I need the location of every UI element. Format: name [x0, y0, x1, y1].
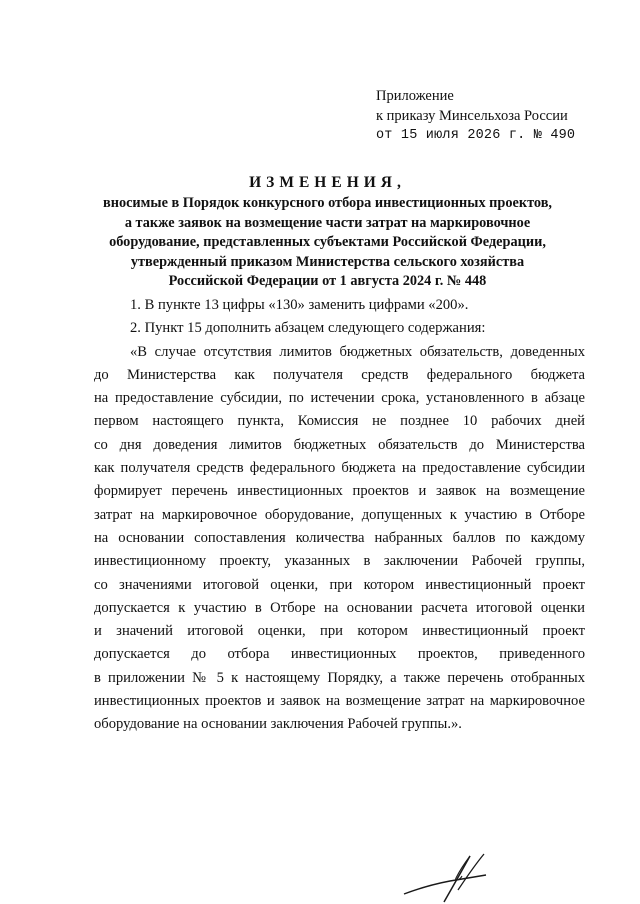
- quote-line: допускается к участию в Отборе на основании расчета итоговой оценки: [94, 599, 585, 616]
- title-line: а также заявок на возмещение части затрат на маркировочное: [124, 214, 531, 231]
- quote-line: в приложении № 5 к настоящему Порядку, а также перечень отобранных: [94, 669, 585, 686]
- quote-line: формирует перечень инвестиционных проектов и заявок на возмещение: [94, 483, 585, 500]
- quote-line: на основании сопоставления количества набранных баллов по каждому: [94, 529, 585, 546]
- quote-line: инвестиционных проектов и заявок на возмещение затрат на маркировочное: [94, 693, 585, 710]
- quote-line: со значениями итоговой оценки, при котором инвестиционный проект: [94, 576, 585, 593]
- document-title: [60, 172, 595, 292]
- title-line: утвержденный приказом Министерства сельского хозяйства: [130, 253, 525, 270]
- item-1: 1. В пункте 13 цифры «130» заменить цифрами «200».: [130, 297, 469, 313]
- title-line: оборудование, представленных субъектами Российской Федерации,: [109, 234, 546, 250]
- document-body: [94, 294, 585, 737]
- title-line: Российской Федерации от 1 августа 2024 г. № 448: [168, 273, 487, 289]
- quote-line: на предоставление субсидии, по истечении срока, установленного в абзаце: [94, 390, 585, 407]
- title-heading: ИЗМЕНЕНИЯ,: [249, 174, 406, 191]
- appendix-order-number: от 15 июля 2026 г. № 490: [376, 128, 576, 143]
- appendix-header: [376, 86, 575, 146]
- quote-line: как получателя средств федерального бюджета на предоставление субсидии: [94, 460, 585, 477]
- title-line: вносимые в Порядок конкурсного отбора инвестиционных проектов,: [102, 195, 553, 211]
- appendix-line-2: к приказу Минсельхоза России: [376, 108, 568, 124]
- item-2: 2. Пункт 15 дополнить абзацем следующего содержания:: [130, 320, 486, 337]
- appendix-line-1: Приложение: [376, 88, 454, 104]
- quote-line: «В случае отсутствия лимитов бюджетных обязательств, доведенных: [130, 343, 585, 360]
- quote-line: затрат на маркировочное оборудование, допущенных к участию в Отборе: [94, 506, 585, 523]
- quote-line: допускается до отбора инвестиционных проектов, приведенного: [94, 646, 585, 663]
- handwritten-signature: [400, 850, 490, 904]
- quote-line: оборудование на основании заключения Рабочей группы.».: [94, 716, 462, 733]
- quoted-paragraph: [94, 341, 585, 737]
- quote-line: со дня доведения лимитов бюджетных обязательств до Министерства: [94, 436, 585, 453]
- quote-line: и значений итоговой оценки, при котором инвестиционный проект: [94, 623, 585, 640]
- quote-line: до Министерства как получателя средств федерального бюджета: [94, 366, 585, 383]
- quote-line: инвестиционному проекту, указанных в заключении Рабочей группы,: [94, 553, 585, 570]
- quote-line: первом настоящего пункта, Комиссия не позднее 10 рабочих дней: [94, 413, 585, 430]
